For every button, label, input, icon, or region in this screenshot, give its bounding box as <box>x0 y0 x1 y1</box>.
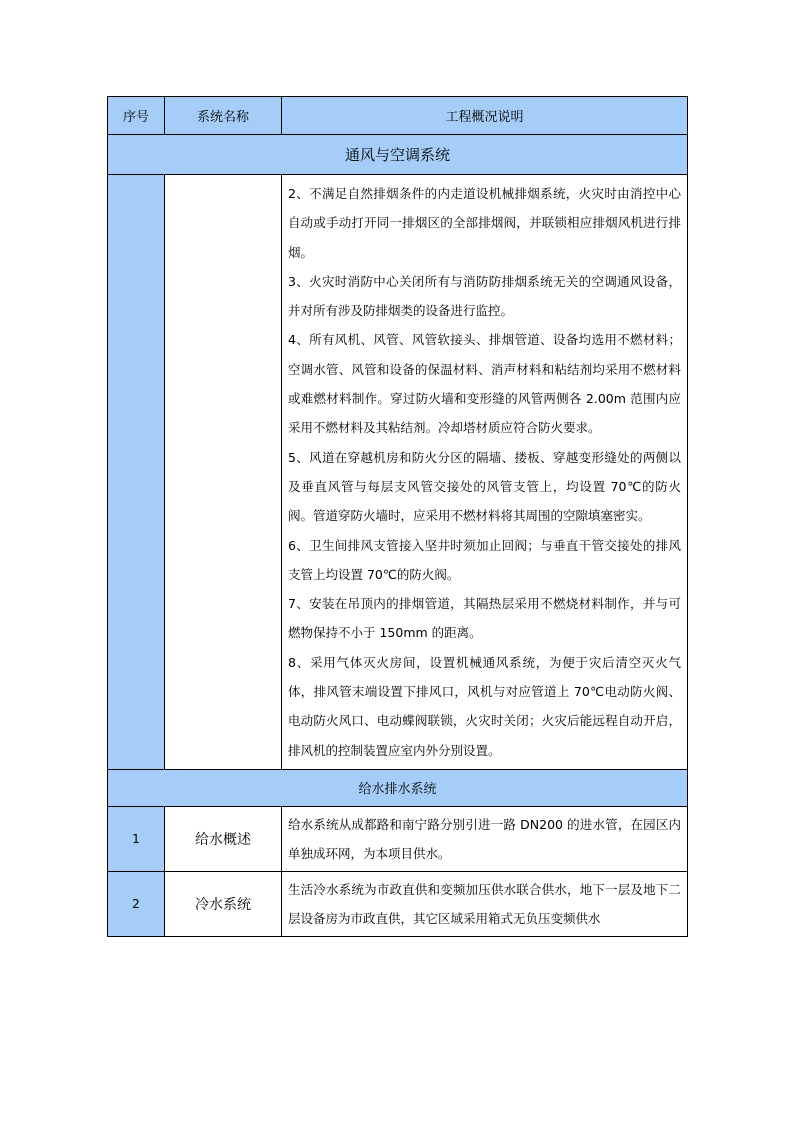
row-seq: 2 <box>108 871 165 936</box>
row-seq: 1 <box>108 806 165 871</box>
hvac-paragraph: 8、采用气体灭火房间，设置机械通风系统，为便于灾后清空灭火气体，排风管末端设置下排风口，风机与对应管道上 70℃电动防火阀、电动防火风口、电动蝶阀联锁，火灾时关闭；火灾后能远程自动开启，排风机的控制装置应室内外分别设置。 <box>288 654 681 758</box>
section-title-water: 给水排水系统 <box>108 769 688 806</box>
row-desc-text: 生活冷水系统为市政直供和变频加压供水联合供水，地下一层及地下二层设备房为市政直供，其它区域采用箱式无负压变频供水 <box>288 881 681 926</box>
row-desc <box>282 806 688 871</box>
hvac-name-cell <box>165 175 282 770</box>
header-row <box>108 97 688 135</box>
hvac-paragraph: 3、火灾时消防中心关闭所有与消防防排烟系统无关的空调通风设备，并对所有涉及防排烟类的设备进行监控。 <box>288 273 681 319</box>
header-desc: 工程概况说明 <box>282 97 688 135</box>
hvac-paragraph: 5、风道在穿越机房和防火分区的隔墙、搂板、穿越变形缝处的两侧以及垂直风管与每层支风管交接处的风管支管上，均设置 70℃的防火阀。管道穿防火墙时，应采用不燃材料将其周围的空隙填塞密实。 <box>288 449 681 524</box>
hvac-paragraph: 2、不满足自然排烟条件的内走道设机械排烟系统，火灾时由消控中心自动或手动打开同一排烟区的全部排烟阀，并联锁相应排烟风机进行排烟。 <box>288 186 681 260</box>
row-name: 冷水系统 <box>165 871 282 936</box>
hvac-paragraph: 6、卫生间排风支管接入坚井时须加止回阀；与垂直干管交接处的排风支管上均设置 70℃的防火阀。 <box>288 537 681 582</box>
hvac-seq-cell <box>108 175 165 770</box>
header-seq: 序号 <box>108 97 165 135</box>
hvac-row <box>108 175 688 770</box>
table-row <box>108 871 688 936</box>
table-row <box>108 806 688 871</box>
section-row-water <box>108 769 688 806</box>
section-row-hvac <box>108 135 688 175</box>
row-desc-text: 给水系统从成都路和南宁路分别引进一路 DN200 的进水管，在园区内单独成环网，为本项目供水。 <box>288 816 681 861</box>
hvac-paragraph: 7、安装在吊顶内的排烟管道，其隔热层采用不燃烧材料制作，并与可燃物保持不小于 150mm 的距离。 <box>288 596 681 641</box>
header-name: 系统名称 <box>165 97 282 135</box>
hvac-paragraph: 4、所有风机、风管、风管软接头、排烟管道、设备均选用不燃材料；空调水管、风管和设备的保温材料、消声材料和粘结剂均采用不燃材料或难燃材料制作。穿过防火墙和变形缝的风管两侧各 2.00m 范围内应采用不燃材料及其粘结剂。冷却塔材质应符合防火要求。 <box>288 332 681 436</box>
row-name: 给水概述 <box>165 806 282 871</box>
spec-table <box>107 96 688 937</box>
section-title-hvac: 通风与空调系统 <box>108 135 688 175</box>
hvac-desc-cell <box>282 175 688 770</box>
row-desc <box>282 871 688 936</box>
